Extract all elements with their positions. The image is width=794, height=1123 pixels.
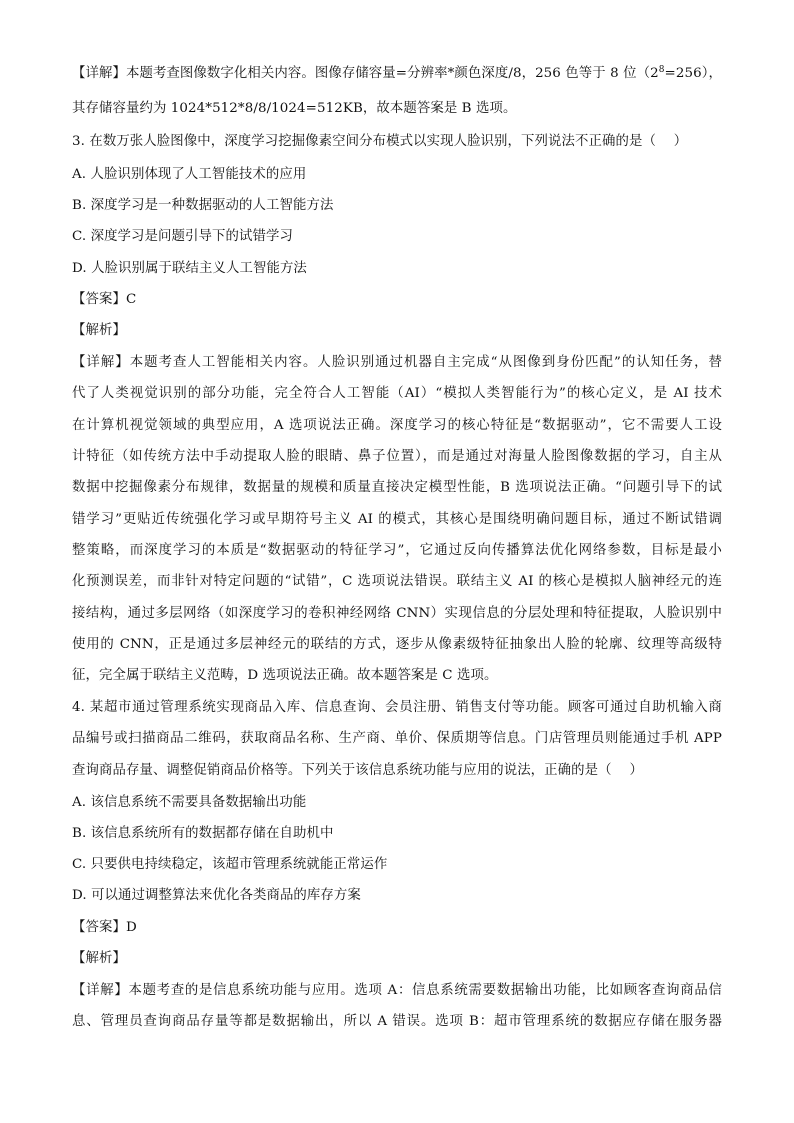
q4-stem-line: 品编号或扫描商品二维码，获取商品名称、生产商、单价、保质期等信息。门店管理员则能通过手机 APP [72,731,722,746]
q3-detail-line: 征，完全属于联结主义范畴，D 选项说法正确。故本题答案是 C 选项。 [72,668,498,683]
q3-option-a: A. 人脸识别体现了人工智能技术的应用 [72,167,307,182]
q3-detail-line: 错学习”更贴近传统强化学习或早期符号主义 AI 的模式，其核心是围绕明确问题目标，通过不断试错调 [72,512,722,527]
q3-detail-line: 数据中挖掘像素分布规律，数据量的规模和质量直接决定模型性能，B 选项说法正确。“问题引导下的试 [72,480,722,495]
q3-answer: 【答案】C [72,292,137,307]
q4-option-a: A. 该信息系统不需要具备数据输出功能 [72,795,307,810]
q2-detail-line-1 [72,62,722,81]
q4-stem-line: 查询商品存量、调整促销商品价格等。下列关于该信息系统功能与应用的说法，正确的是（ ） [72,763,643,778]
q4-option-c: C. 只要供电持续稳定，该超市管理系统就能正常运作 [72,857,388,872]
q4-detail-line: 息、管理员查询商品存量等都是数据输出，所以 A 错误。选项 B：超市管理系统的数据应存储在服务器 [72,1014,722,1029]
q3-detail-line: 在计算机视觉领域的典型应用，A 选项说法正确。深度学习的核心特征是“数据驱动”，它不需要人工设 [72,418,722,433]
q3-detail-line: 【详解】本题考查人工智能相关内容。人脸识别通过机器自主完成“从图像到身份匹配”的认知任务，替 [72,355,722,370]
q3-detail-line: 代了人类视觉识别的部分功能，完全符合人工智能（AI）“模拟人类智能行为”的核心定义，是 AI 技术 [72,386,722,401]
q2-exponent: 8 [658,65,665,75]
q4-option-d: D. 可以通过调整算法来优化各类商品的库存方案 [72,888,361,903]
q3-option-d: D. 人脸识别属于联结主义人工智能方法 [72,261,307,276]
q4-answer: 【答案】D [72,920,137,935]
q3-detail-line: 化预测误差，而非针对特定问题的“试错”，C 选项说法错误。联结主义 AI 的核心是模拟人脑神经元的连 [72,574,722,589]
q3-detail-line: 计特征（如传统方法中手动提取人脸的眼睛、鼻子位置），而是通过对海量人脸图像数据的学习，自主从 [72,449,722,464]
q3-option-b: B. 深度学习是一种数据驱动的人工智能方法 [72,198,334,213]
q3-detail-line: 整策略，而深度学习的本质是“数据驱动的特征学习”，它通过反向传播算法优化网络参数，目标是最小 [72,543,722,558]
q2-detail-text: 【详解】本题考查图像数字化相关内容。图像存储容量=分辨率*颜色深度/8，256 色等于 8 位（2 [72,66,659,81]
q4-stem-line: 4. 某超市通过管理系统实现商品入库、信息查询、会员注册、销售支付等功能。顾客可通过自助机输入商 [72,700,722,715]
q2-detail-text-end: =256）， [664,66,722,81]
q3-analysis-label: 【解析】 [72,323,126,338]
q3-detail-line: 接结构，通过多层网络（如深度学习的卷积神经网络 CNN）实现信息的分层处理和特征提取，人脸识别中 [72,606,722,621]
q3-stem: 3. 在数万张人脸图像中，深度学习挖掘像素空间分布模式以实现人脸识别，下列说法不正确的是（ ） [72,134,688,149]
q3-detail-line: 使用的 CNN，正是通过多层神经元的联结的方式，逐步从像素级特征抽象出人脸的轮廓、纹理等高级特 [72,637,722,652]
q4-option-b: B. 该信息系统所有的数据都存储在自助机中 [72,826,334,841]
q3-option-c: C. 深度学习是问题引导下的试错学习 [72,229,293,244]
q2-detail-line-2: 其存储容量约为 1024*512*8/8/1024=512KB，故本题答案是 B 选项。 [72,101,517,116]
q4-detail-line: 【详解】本题考查的是信息系统功能与应用。选项 A：信息系统需要数据输出功能，比如顾客查询商品信 [72,983,722,998]
q4-analysis-label: 【解析】 [72,951,126,966]
